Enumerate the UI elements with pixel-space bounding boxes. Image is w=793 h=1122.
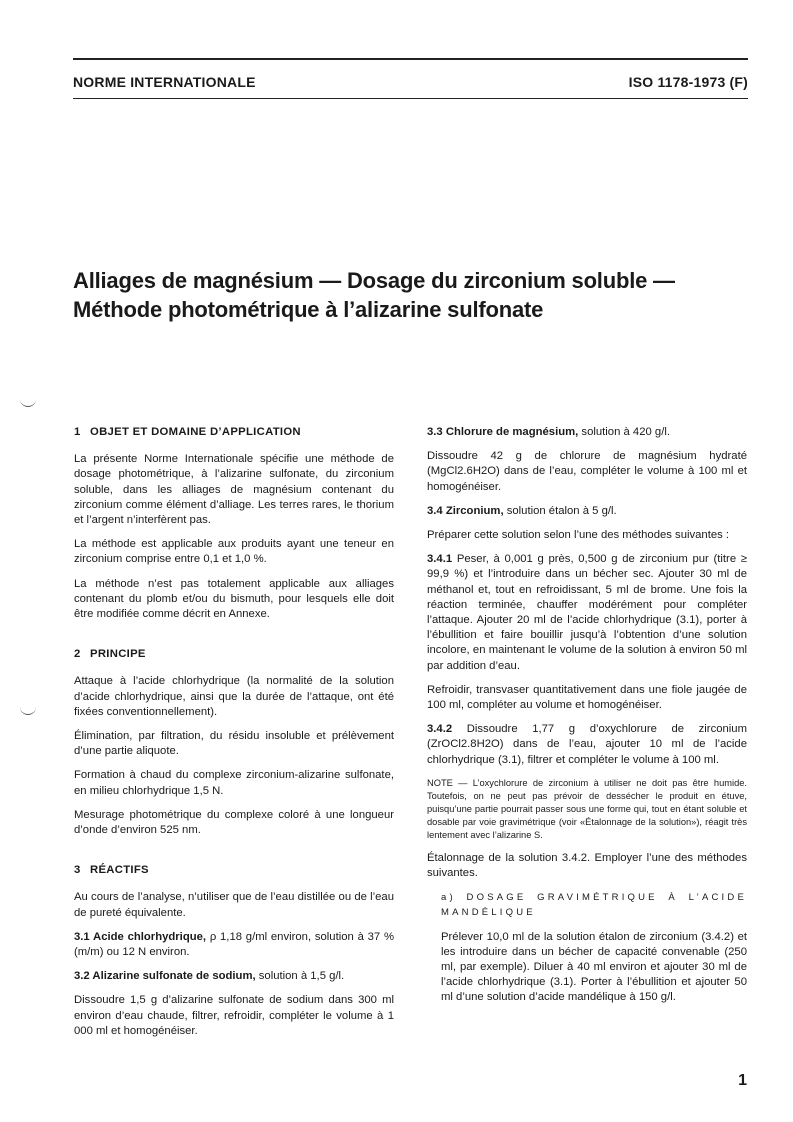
subsection-3-1: 3.1 Acide chlorhydrique, ρ 1,18 g/ml environ, solution à 37 % (m/m) ou 12 N environ.	[74, 930, 394, 959]
subsection-3-4-2: 3.4.2 Dissoudre 1,77 g d’oxychlorure de zirconium (ZrOCl2.8H2O) dans de l’eau, ajouter 10 ml de l’acide chlorhydrique (3.1), filtrer et compléter le volume à 100 ml.	[427, 723, 747, 766]
header-rule	[73, 98, 748, 99]
paragraph: Dissoudre 42 g de chlorure de magnésium hydraté (MgCl2.6H2O) dans de l’eau, compléter le volume à 100 ml et homogénéiser.	[427, 450, 747, 493]
section-heading: 1 OBJET ET DOMAINE D’APPLICATION	[74, 426, 301, 438]
page-number: 1	[738, 1072, 747, 1089]
paragraph: Formation à chaud du complexe zirconium-alizarine sulfonate, en milieu chlorhydrique 1,5 N.	[74, 769, 394, 797]
margin-mark	[20, 398, 36, 407]
margin-mark	[20, 706, 36, 715]
title-line-1: Alliages de magnésium — Dosage du zirconium soluble —	[73, 268, 675, 293]
section-heading: 3 RÉACTIFS	[74, 864, 149, 877]
method-a-label: a) DOSAGE GRAVIMÉTRIQUE À L’ACIDE MANDÉLIQUE	[441, 892, 747, 919]
subsection-3-4-1: 3.4.1 Peser, à 0,001 g près, 0,500 g de zirconium pur (titre ≥ 99,9 %) et l’introduire dans un bécher sec. Ajouter 30 ml de méthanol et, tout en refroidissant, 5 ml de brome. Une fois la réaction terminée, chauffer modérément pour compléter l’attaque. Ajouter 20 ml de l’acide chlorhydrique (3.1), porter à l’ébullition et faire bouillir jusqu’à l’obtention d’une solution incolore, en maintenant le volume de la solution à environ 50 ml par addition d’eau.	[427, 553, 747, 672]
header-standard-number: ISO 1178-1973 (F)	[628, 74, 748, 90]
left-column	[74, 425, 394, 1048]
header-standard-type: NORME INTERNATIONALE	[73, 74, 256, 90]
paragraph: Attaque à l’acide chlorhydrique (la normalité de la solution d’acide chlorhydrique, ainsi que la durée de l’attaque, ont été fixées conventionnellement).	[74, 675, 394, 718]
top-rule	[73, 58, 748, 60]
document-title	[73, 266, 675, 324]
paragraph: Prélever 10,0 ml de la solution étalon de zirconium (3.4.2) et les introduire dans un bécher de capacité convenable (250 ml, par exemple). Diluer à 40 ml environ et ajouter 30 ml de l’acide chlorhydrique (3.1). Porter à l’ébullition et ajouter 50 ml d’une solution d’acide mandélique à 150 g/l.	[441, 930, 747, 1004]
section-heading: 2 PRINCIPE	[74, 648, 146, 661]
paragraph: Refroidir, transvaser quantitativement dans une fiole jaugée de 100 ml, compléter au volume et homogénéiser.	[427, 683, 747, 712]
right-column	[427, 425, 747, 1015]
paragraph: Au cours de l’analyse, n’utiliser que de l’eau distillée ou de l’eau de pureté équivalente.	[74, 891, 394, 919]
paragraph: La présente Norme Internationale spécifie une méthode de dosage photométrique, à l’alizarine sulfonate, du zirconium soluble, dans les alliages de magnésium contenant du zirconium comme élément d’alliage. Les terres rares, le thorium et l’argent n’interfèrent pas.	[74, 453, 394, 527]
paragraph: La méthode n’est pas totalement applicable aux alliages contenant du plomb et/ou du bismuth, pour lesquels elle doit être modifiée comme décrit en Annexe.	[74, 577, 394, 621]
subsection-3-2: 3.2 Alizarine sulfonate de sodium, solution à 1,5 g/l.	[74, 970, 345, 983]
paragraph: Mesurage photométrique du complexe coloré à une longueur d’onde d’environ 525 nm.	[74, 808, 394, 837]
paragraph: Étalonnage de la solution 3.4.2. Employer l’une des méthodes suivantes.	[427, 851, 747, 880]
paragraph: Préparer cette solution selon l’une des méthodes suivantes :	[427, 529, 730, 542]
note: NOTE — L’oxychlorure de zirconium à utiliser ne doit pas être humide. Toutefois, on ne peut pas prévoir de dessécher le produit en étuve, puisqu’une partie pourrait passer sous une forme qui, tout en étant soluble et dosable par voie gravimétrique (voir «Étalonnage de la solution»), réagit très lentement avec l’alizarine S.	[427, 777, 747, 840]
paragraph: Dissoudre 1,5 g d’alizarine sulfonate de sodium dans 300 ml environ d’eau chaude, filtrer, refroidir, compléter le volume à 1 000 ml et homogénéiser.	[74, 994, 394, 1037]
subsection-3-3: 3.3 Chlorure de magnésium, solution à 420 g/l.	[427, 426, 670, 438]
title-line-2: Méthode photométrique à l’alizarine sulfonate	[73, 297, 544, 322]
paragraph: Élimination, par filtration, du résidu insoluble et prélèvement d’une partie aliquote.	[74, 730, 394, 758]
subsection-3-4: 3.4 Zirconium, solution étalon à 5 g/l.	[427, 504, 617, 517]
paragraph: La méthode est applicable aux produits ayant une teneur en zirconium comprise entre 0,1 et 1,0 %.	[74, 538, 394, 566]
